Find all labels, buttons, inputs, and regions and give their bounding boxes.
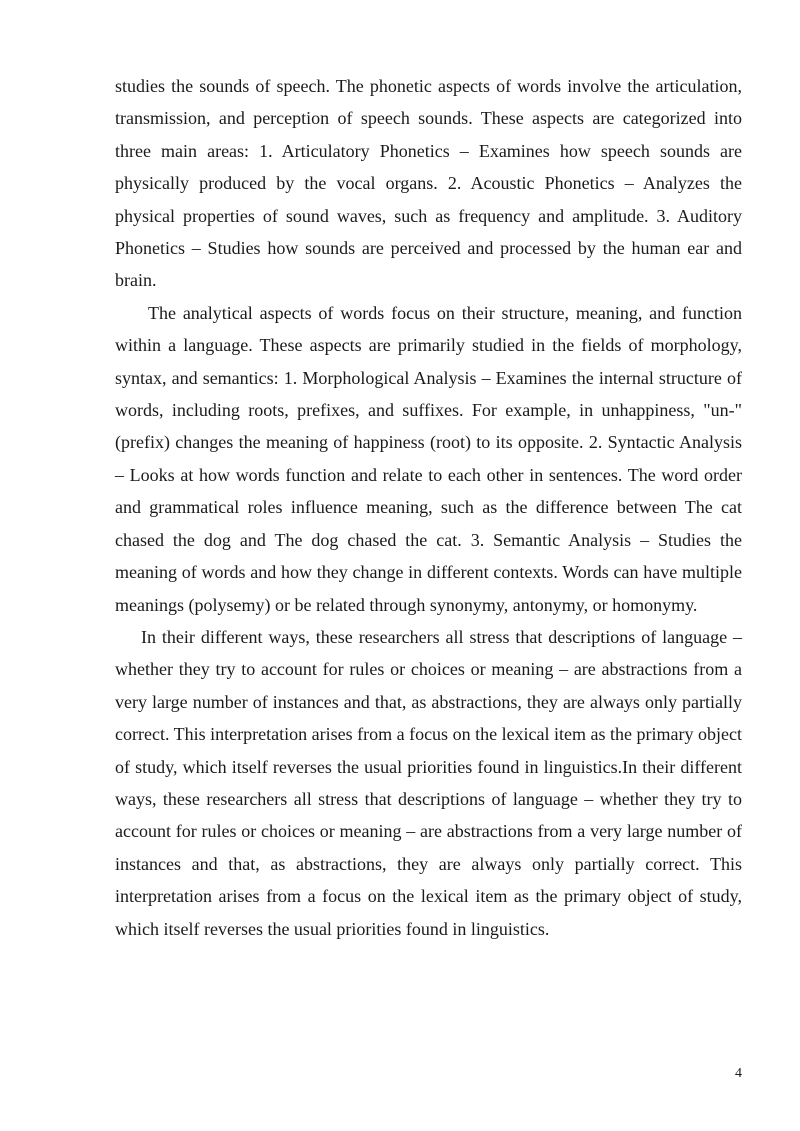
paragraph-analytical-aspects: The analytical aspects of words focus on their structure, meaning, and function within a language. These aspects are primarily studied in the fields of morphology, syntax, and semantics: 1. Morphological Analysis – Examines the internal structure of words, including roots, prefixes, and suffixes. For example, in unhappiness, "un-" (prefix) changes the meaning of happiness (root) to its opposite. 2. Syntactic Analysis – Looks at how words function and relate to each other in sentences. The word order and grammatical roles influence meaning, such as the difference between The cat chased the dog and The dog chased the cat. 3. Semantic Analysis – Studies the meaning of words and how they change in different contexts. Words can have multiple meanings (polysemy) or be related through synonymy, antonymy, or homonymy. — [115, 302, 742, 615]
page-number: 4 — [735, 1066, 742, 1081]
paragraph-phonetics: studies the sounds of speech. The phonetic aspects of words involve the articulation, transmission, and perception of speech sounds. These aspects are categorized into three main areas: 1. Articulatory Phonetics – Examines how speech sounds are physically produced by the vocal organs. 2. Acoustic Phonetics – Analyzes the physical properties of sound waves, such as frequency and amplitude. 3. Auditory Phonetics – Studies how sounds are perceived and processed by the human ear and brain. — [115, 76, 742, 291]
paragraph-researchers: In their different ways, these researchers all stress that descriptions of language – whether they try to account for rules or choices or meaning – are abstractions from a very large number of instances and that, as abstractions, they are always only partially correct. This interpretation arises from a focus on the lexical item as the primary object of study, which itself reverses the usual priorities found in linguistics.In their different ways, these researchers all stress that descriptions of language – whether they try to account for rules or choices or meaning – are abstractions from a very large number of instances and that, as abstractions, they are always only partially correct. This interpretation arises from a focus on the lexical item as the primary object of study, which itself reverses the usual priorities found in linguistics. — [115, 626, 742, 939]
body-text — [115, 70, 742, 945]
